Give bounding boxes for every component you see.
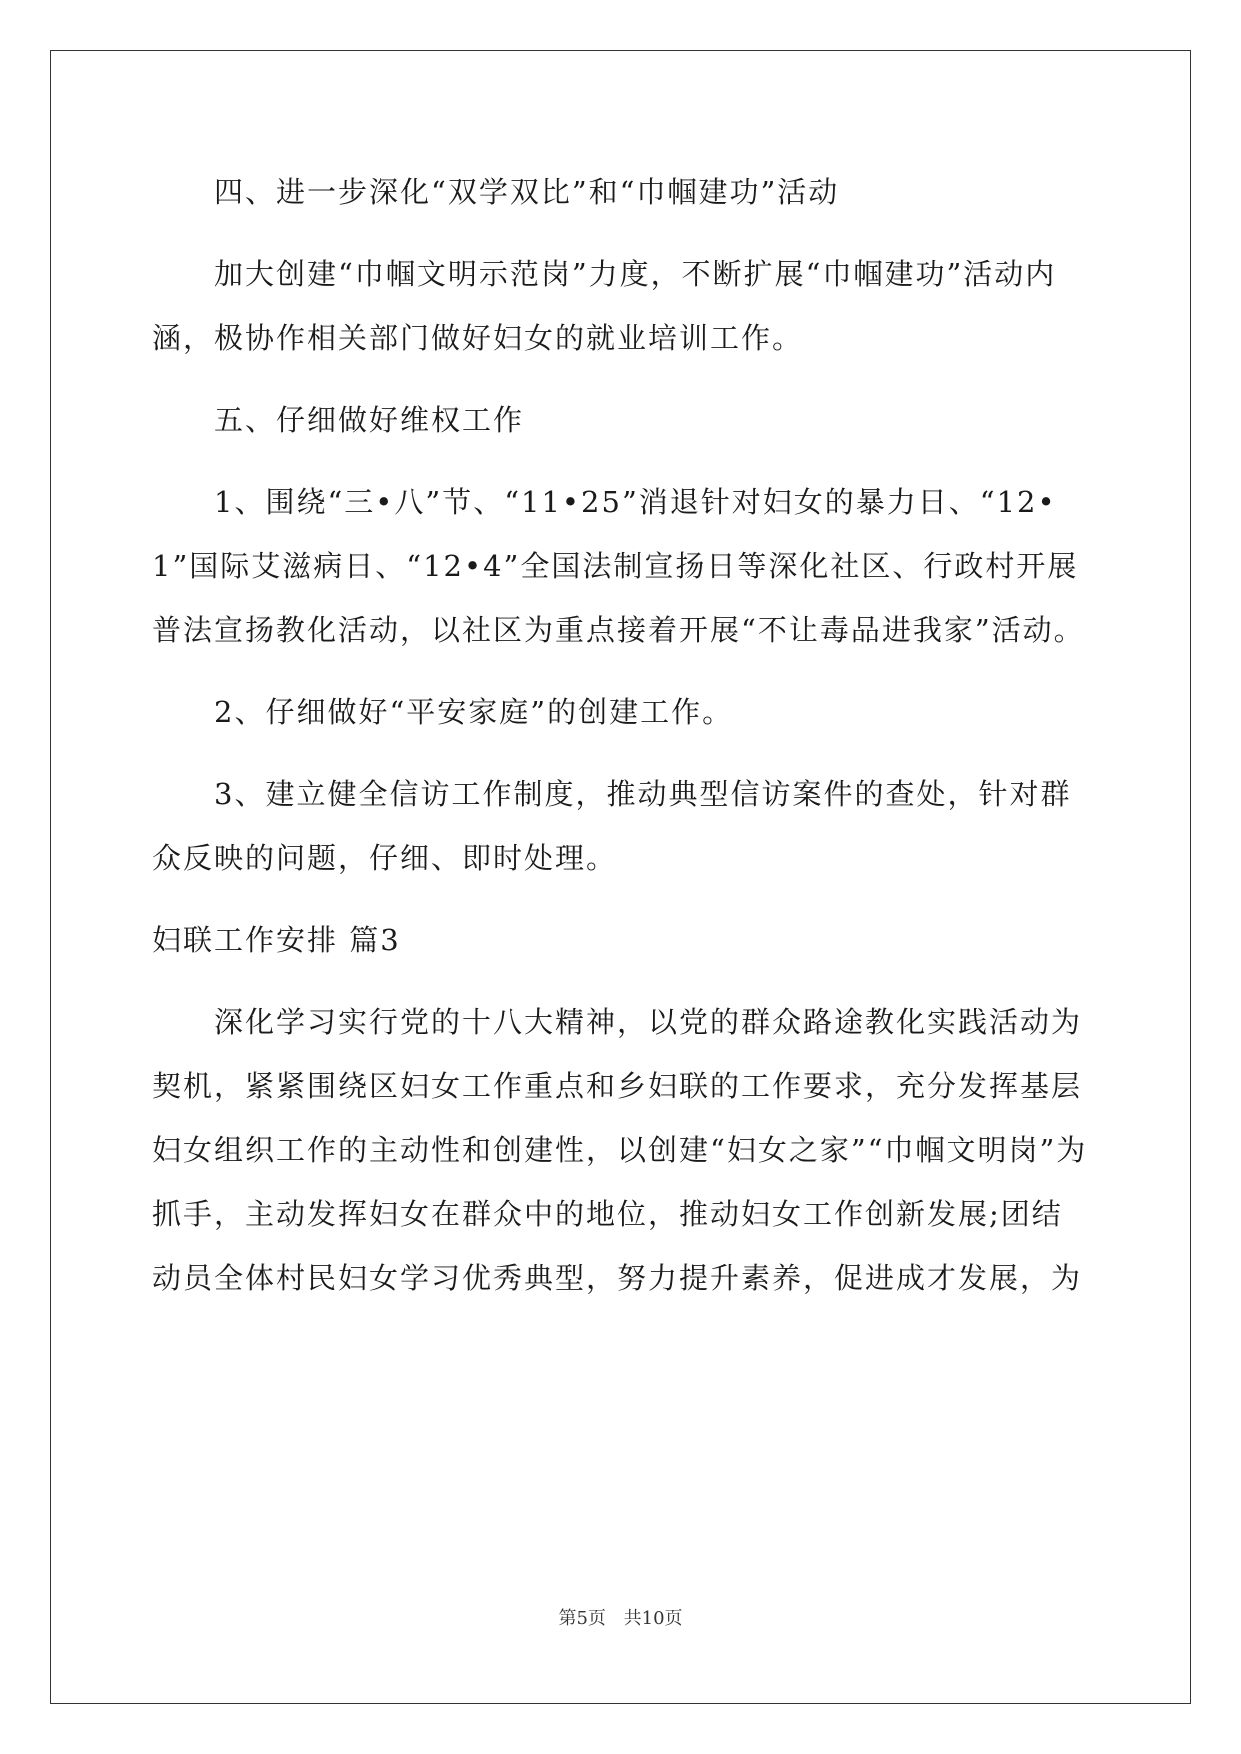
paragraph: 深化学习实行党的十八大精神，以党的群众路途教化实践活动为契机，紧紧围绕区妇女工作重点和乡妇联的工作要求，充分发挥基层妇女组织工作的主动性和创建性，以创建“妇女之家”“巾帼文明岗”为抓手，主动发挥妇女在群众中的地位，推动妇女工作创新发展;团结动员全体村民妇女学习优秀典型，努力提升素养，促进成才发展，为 [152, 1005, 1088, 1295]
section-heading-4: 四、进一步深化“双学双比”和“巾帼建功”活动 [214, 175, 840, 209]
page-total: 共10页 [623, 1608, 683, 1629]
page-number: 第5页 [558, 1608, 606, 1629]
article-heading: 妇联工作安排 篇3 [152, 923, 401, 957]
document-body [152, 160, 1092, 1328]
section-heading-5: 五、仔细做好维权工作 [214, 403, 525, 437]
page-footer [0, 1604, 1241, 1630]
paragraph: 2、仔细做好“平安家庭”的创建工作。 [214, 695, 734, 729]
paragraph: 加大创建“巾帼文明示范岗”力度，不断扩展“巾帼建功”活动内涵，极协作相关部门做好妇女的就业培训工作。 [152, 257, 1057, 355]
paragraph: 1、围绕“三•八”节、“11•25”消退针对妇女的暴力日、“12•1”国际艾滋病日、“12•4”全国法制宣扬日等深化社区、行政村开展普法宣扬教化活动，以社区为重点接着开展“不让毒品进我家”活动。 [152, 485, 1085, 647]
paragraph: 3、建立健全信访工作制度，推动典型信访案件的查处，针对群众反映的问题，仔细、即时处理。 [152, 777, 1072, 875]
